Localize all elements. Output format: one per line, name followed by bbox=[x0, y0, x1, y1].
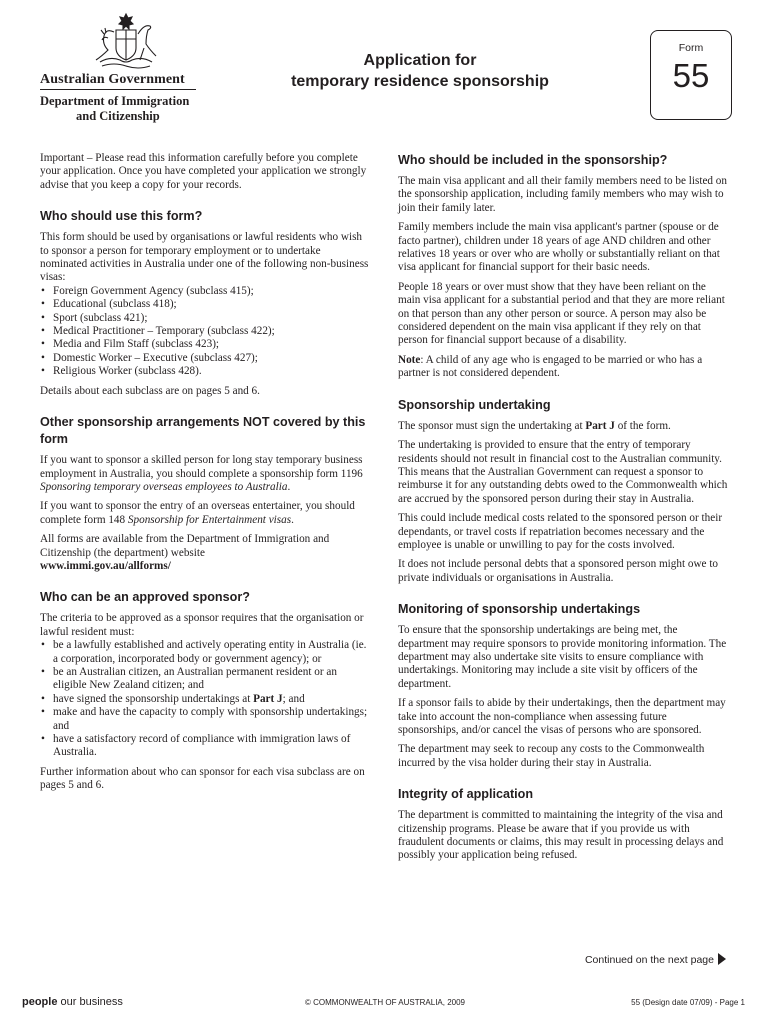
integrity-heading: Integrity of application bbox=[398, 787, 534, 802]
list-item: • Media and Film Staff (subclass 423); bbox=[40, 338, 370, 351]
list-item: • have a satisfactory record of compliance with immigration laws of Australia. bbox=[40, 733, 370, 760]
continued-note bbox=[560, 953, 726, 966]
right-column bbox=[398, 152, 728, 869]
included-p2: Family members include the main visa applicant's partner (spouse or de facto partner), children under 18 years of age AND children and other relatives 18 years or over who are wholly or substantially reliant on that visa applicant for financial support for their basic needs. bbox=[398, 221, 720, 274]
who-use-text: This form should be used by organisations or lawful residents who wish to sponsor a person for temporary employment or to undertake nominated activities in Australia under one of the following non-business visas: bbox=[40, 231, 369, 284]
approved-sponsor-text: The criteria to be approved as a sponsor requires that the organisation or lawful resident must: bbox=[40, 612, 364, 638]
monitoring-p1: To ensure that the sponsorship undertakings are being met, the department may require sponsors to provide monitoring information. The department may also undertake site visits to ensure compliance with undertakings. Monitoring may include a site visit by officers of the department. bbox=[398, 624, 727, 690]
other-arrangements-p2 bbox=[40, 500, 370, 527]
website-link[interactable]: www.immi.gov.au/allforms/ bbox=[40, 559, 171, 572]
text-run: . bbox=[287, 480, 291, 493]
form-title-line2: temporary residence sponsorship bbox=[291, 73, 549, 90]
arrow-right-icon bbox=[718, 953, 726, 965]
undertaking-p2: The undertaking is provided to ensure that the entry of temporary residents should not result in financial cost to the Australian community. This means that the Australian Government can request a sponsor to reimburse it for any outstanding debts owed to the Commonwealth which are accrued by the sponsored person during their stay in Australia. bbox=[398, 439, 728, 505]
form-number: 55 bbox=[672, 57, 710, 94]
list-item bbox=[40, 693, 370, 706]
other-arrangements-p3 bbox=[40, 533, 370, 573]
form-title-line1: Application for bbox=[363, 52, 477, 69]
list-item: • be an Australian citizen, an Australian permanent resident or an eligible New Zealand citizen; and bbox=[40, 666, 370, 693]
left-column bbox=[40, 152, 370, 799]
text-run: ; and bbox=[282, 692, 305, 705]
text-run: All forms are available from the Department of Immigration and Citizenship (the department) website bbox=[40, 533, 330, 559]
form-1196-title: Sponsoring temporary overseas employees to Australia bbox=[40, 480, 288, 493]
text-run: The sponsor must sign the undertaking at bbox=[398, 419, 586, 432]
list-item: • Medical Practitioner – Temporary (subclass 422); bbox=[40, 325, 370, 338]
integrity-p1: The department is committed to maintaining the integrity of the visa and citizenship programs. Please be aware that if you provide us with fraudulent documents or claims, this may result in processing delays and possibly your application being refused. bbox=[398, 809, 724, 862]
text-run: If you want to sponsor a skilled person for long stay temporary business employment in Australia, you should complete a sponsorship form 1196 bbox=[40, 454, 363, 480]
monitoring-p3: The department may seek to recoup any costs to the Commonwealth incurred by the visa holder during their stay in Australia. bbox=[398, 743, 705, 769]
included-note bbox=[398, 354, 728, 381]
included-p1: The main visa applicant and all their family members need to be listed on the sponsorship application, including family members who may wish to join their family later. bbox=[398, 175, 727, 214]
criteria-list bbox=[40, 639, 370, 760]
approved-sponsor-heading: Who can be an approved sponsor? bbox=[40, 590, 250, 605]
tagline-bold: people bbox=[22, 996, 58, 1008]
government-name: Australian Government bbox=[40, 72, 185, 87]
list-item: • Foreign Government Agency (subclass 415); bbox=[40, 285, 370, 298]
note-label: Note bbox=[398, 353, 421, 366]
undertaking-p3: This could include medical costs related to the sponsored person or their dependants, or travel costs if repatriation becomes necessary and the employee is unable or unwilling to pay for the costs involved. bbox=[398, 512, 723, 551]
footer-tagline bbox=[22, 996, 123, 1008]
undertaking-p1 bbox=[398, 420, 728, 433]
list-item: • Educational (subclass 418); bbox=[40, 298, 370, 311]
list-item: • Domestic Worker – Executive (subclass 427); bbox=[40, 352, 370, 365]
subclass-list bbox=[40, 285, 370, 379]
form-148-title: Sponsorship for Entertainment visas bbox=[127, 513, 292, 526]
department-name-line2: and Citizenship bbox=[76, 109, 160, 123]
department-name-line1: Department of Immigration bbox=[40, 94, 190, 108]
undertaking-heading: Sponsorship undertaking bbox=[398, 397, 551, 412]
list-item: • be a lawfully established and actively operating entity in Australia (ie. a corporation, incorporated body or government agency); or bbox=[40, 639, 370, 666]
form-title bbox=[250, 50, 590, 92]
monitoring-heading: Monitoring of sponsorship undertakings bbox=[398, 602, 641, 617]
tagline-rest: our business bbox=[57, 996, 123, 1008]
continued-text: Continued on the next page bbox=[584, 954, 714, 966]
coat-of-arms-logo bbox=[92, 12, 160, 70]
form-number-box bbox=[650, 30, 732, 120]
footer-copyright: © COMMONWEALTH OF AUSTRALIA, 2009 bbox=[305, 998, 465, 1007]
text-run: If you want to sponsor the entry of an overseas entertainer, you should complete form 148 bbox=[40, 500, 355, 526]
part-j-ref: Part J bbox=[585, 419, 615, 432]
header-divider bbox=[40, 89, 196, 90]
list-item: • Sport (subclass 421); bbox=[40, 312, 370, 325]
who-use-heading: Who should use this form? bbox=[40, 209, 203, 224]
department-name bbox=[40, 94, 200, 124]
monitoring-p2: If a sponsor fails to abide by their undertakings, then the department may take into account the non-compliance when assessing future sponsorships, and/or cancel the visas of persons who are sponsored. bbox=[398, 697, 726, 736]
subclass-details: Details about each subclass are on pages 5 and 6. bbox=[40, 384, 260, 397]
approved-sponsor-further: Further information about who can sponsor for each visa subclass are on pages 5 and 6. bbox=[40, 765, 365, 792]
part-j-ref: Part J bbox=[253, 692, 283, 705]
included-p3: People 18 years or over must show that they have been reliant on the main visa applicant for a substantial period and that they are more reliant on that person than any other person or source. A person may also be considered dependent on the main visa applicant if they rely on that person for financial support because of a disability. bbox=[398, 280, 725, 347]
list-item: • make and have the capacity to comply with sponsorship undertakings; and bbox=[40, 706, 370, 733]
text-run: of the form. bbox=[614, 419, 671, 432]
footer-page-info: 55 (Design date 07/09) - Page 1 bbox=[631, 998, 745, 1007]
other-arrangements-p1 bbox=[40, 454, 370, 494]
other-arrangements-heading: Other sponsorship arrangements NOT covered by this form bbox=[40, 415, 366, 447]
undertaking-p4: It does not include personal debts that a sponsored person might owe to private individuals or organisations in Australia. bbox=[398, 558, 719, 584]
list-item: • Religious Worker (subclass 428). bbox=[40, 365, 370, 378]
text-run: : A child of any age who is engaged to be married or who has a partner is not considered dependent. bbox=[398, 353, 703, 380]
form-label: Form bbox=[678, 42, 704, 54]
included-heading: Who should be included in the sponsorship? bbox=[398, 153, 668, 167]
text-run: . bbox=[291, 513, 294, 526]
text-run: have signed the sponsorship undertakings at bbox=[53, 692, 254, 705]
important-notice: Important – Please read this information carefully before you complete your application. Once you have completed your application we strongly advise that you keep a copy for your records. bbox=[40, 152, 367, 191]
